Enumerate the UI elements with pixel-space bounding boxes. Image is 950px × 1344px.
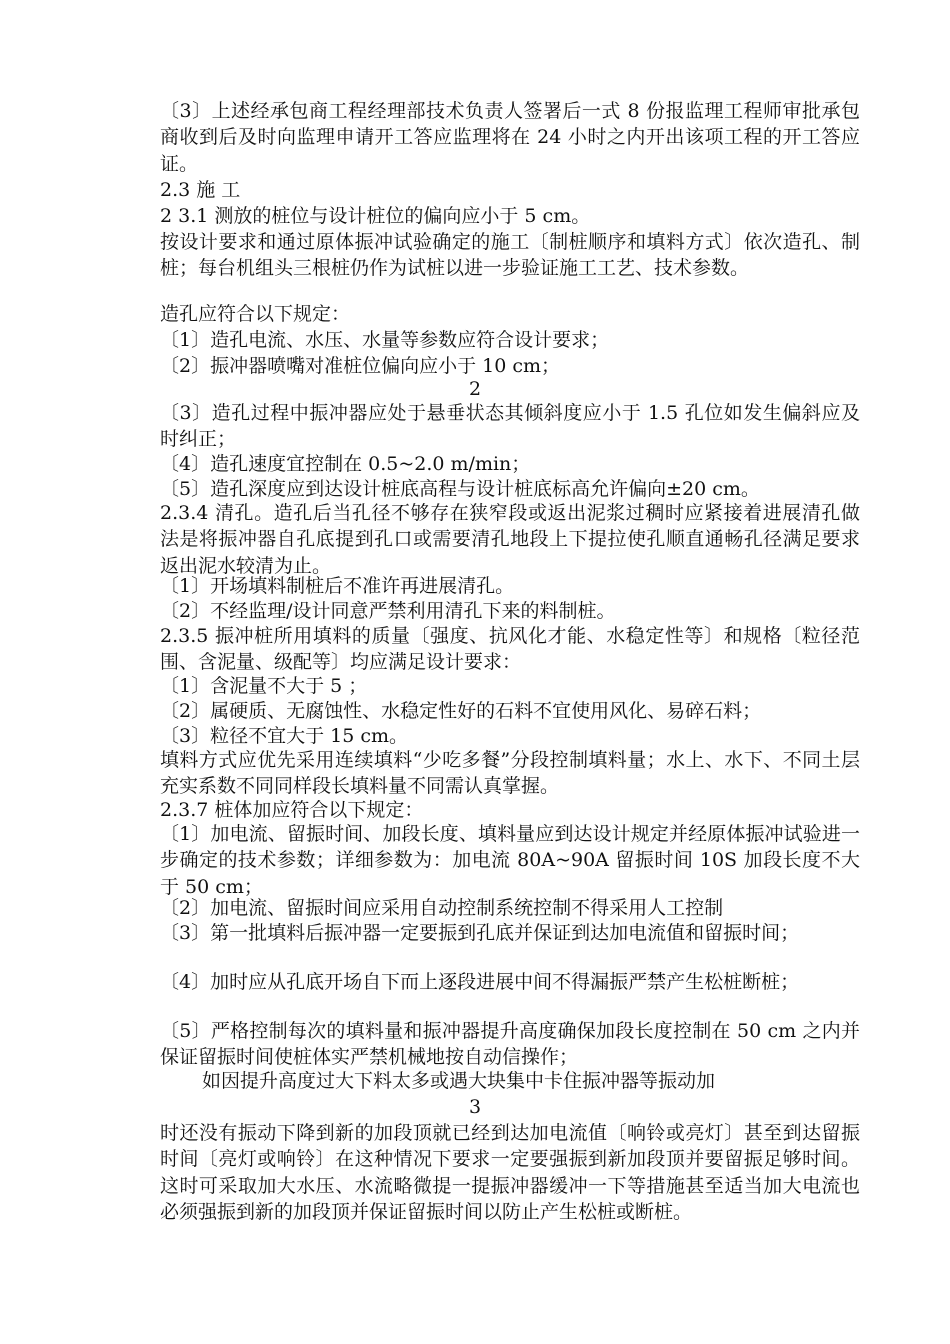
list-item-fill-2: 〔2〕属硬质、无腐蚀性、水稳定性好的石料不宜使用风化、易碎石料； bbox=[160, 700, 762, 722]
section-heading-construction: 2.3 施 工 bbox=[160, 179, 241, 201]
list-item-hole-2: 〔2〕振冲器喷嘴对准桩位偏向应小于 10 cm； bbox=[160, 355, 561, 377]
list-item-hole-3: 〔3〕造孔过程中振冲器应处于悬垂状态其倾斜度应小于 1.5 孔位如发生偏斜应及时纠正； bbox=[160, 402, 860, 451]
page-number: 2 bbox=[468, 378, 482, 400]
paragraph-construction-process: 按设计要求和通过原体振冲试验确定的施工〔制桩顺序和填料方式〕依次造孔、制桩；每台机组头三根桩仍作为试桩以进一步验证施工工艺、技术参数。 bbox=[160, 231, 860, 280]
list-item-hole-1: 〔1〕造孔电流、水压、水量等参数应符合设计要求； bbox=[160, 329, 610, 351]
paragraph-fill-material: 2.3.5 振冲桩所用填料的质量〔强度、抗风化才能、水稳定性等〕和规格〔粒径范围、含泥量、级配等〕均应满足设计要求： bbox=[160, 625, 860, 674]
paragraph-fill-method: 填料方式应优先采用连续填料“少吃多餐”分段控制填料量；水上、水下、不同土层充实系数不同同样段长填料量不同需认真掌握。 bbox=[160, 749, 860, 798]
list-item-compaction-5: 〔5〕严格控制每次的填料量和振冲器提升高度确保加段长度控制在 50 cm 之内并保证留振时间使桩体实严禁机械地按自动信操作； bbox=[160, 1020, 860, 1069]
list-item-compaction-2: 〔2〕加电流、留振时间应采用自动控制系统控制不得采用人工控制 bbox=[160, 897, 724, 919]
list-item-hole-5: 〔5〕造孔深度应到达设计桩底高程与设计桩底标高允许偏向±20 cm。 bbox=[160, 478, 760, 500]
paragraph-approval-procedure: 〔3〕上述经承包商工程经理部技术负责人签署后一式 8 份报监理工程师审批承包商收到后及时向监理申请开工答应监理将在 24 小时之内开出该项工程的开工答应证。 bbox=[160, 100, 860, 175]
paragraph-pile-compaction-intro: 2.3.7 桩体加应符合以下规定： bbox=[160, 799, 424, 821]
list-item-cleaning-1: 〔1〕开场填料制桩后不准许再进展清孔。 bbox=[160, 575, 515, 597]
list-item-compaction-1: 〔1〕加电流、留振时间、加段长度、填料量应到达设计规定并经原体振冲试验进一步确定的技术参数；详细参数为：加电流 80A~90A 留振时间 10S 加段长度不大于 50 cm； bbox=[160, 823, 860, 898]
list-item-hole-4: 〔4〕造孔速度宜控制在 0.5~2.0 m/min； bbox=[160, 453, 531, 475]
paragraph-pile-position: 2 3.1 测放的桩位与设计桩位的偏向应小于 5 cm。 bbox=[160, 205, 591, 227]
list-item-compaction-3: 〔3〕第一批填料后振冲器一定要振到孔底并保证到达加电流值和留振时间； bbox=[160, 922, 800, 944]
paragraph-special-case-continued: 时还没有振动下降到新的加段顶就已经到达加电流值〔响铃或亮灯〕甚至到达留振时间〔亮灯或响铃〕在这种情况下要求一定要强振到新加段顶并要留振足够时间。这时可采取加大水压、水流略微提一提振冲器缓冲一下等措施甚至适当加大电流也必须强振到新的加段顶并保证留振时间以防止产生松桩或断桩。 bbox=[160, 1122, 860, 1224]
list-item-fill-1: 〔1〕含泥量不大于 5 ； bbox=[160, 675, 368, 697]
page-number: 3 bbox=[468, 1096, 482, 1118]
list-item-compaction-4: 〔4〕加时应从孔底开场自下而上逐段进展中间不得漏振严禁产生松桩断桩； bbox=[160, 971, 800, 993]
paragraph-special-case: 如因提升高度过大下料太多或遇大块集中卡住振冲器等振动加 bbox=[202, 1070, 716, 1092]
paragraph-hole-rules-intro: 造孔应符合以下规定： bbox=[160, 303, 351, 325]
paragraph-hole-cleaning: 2.3.4 清孔。造孔后当孔径不够存在狭窄段或返出泥浆过稠时应紧接着进展清孔做法是将振冲器自孔底提到孔口或需要清孔地段上下提拉使孔顺直通畅孔径满足要求返出泥水较清为止。 bbox=[160, 502, 860, 577]
list-item-fill-3: 〔3〕粒径不宜大于 15 cm。 bbox=[160, 725, 409, 747]
list-item-cleaning-2: 〔2〕不经监理/设计同意严禁利用清孔下来的料制桩。 bbox=[160, 600, 616, 622]
